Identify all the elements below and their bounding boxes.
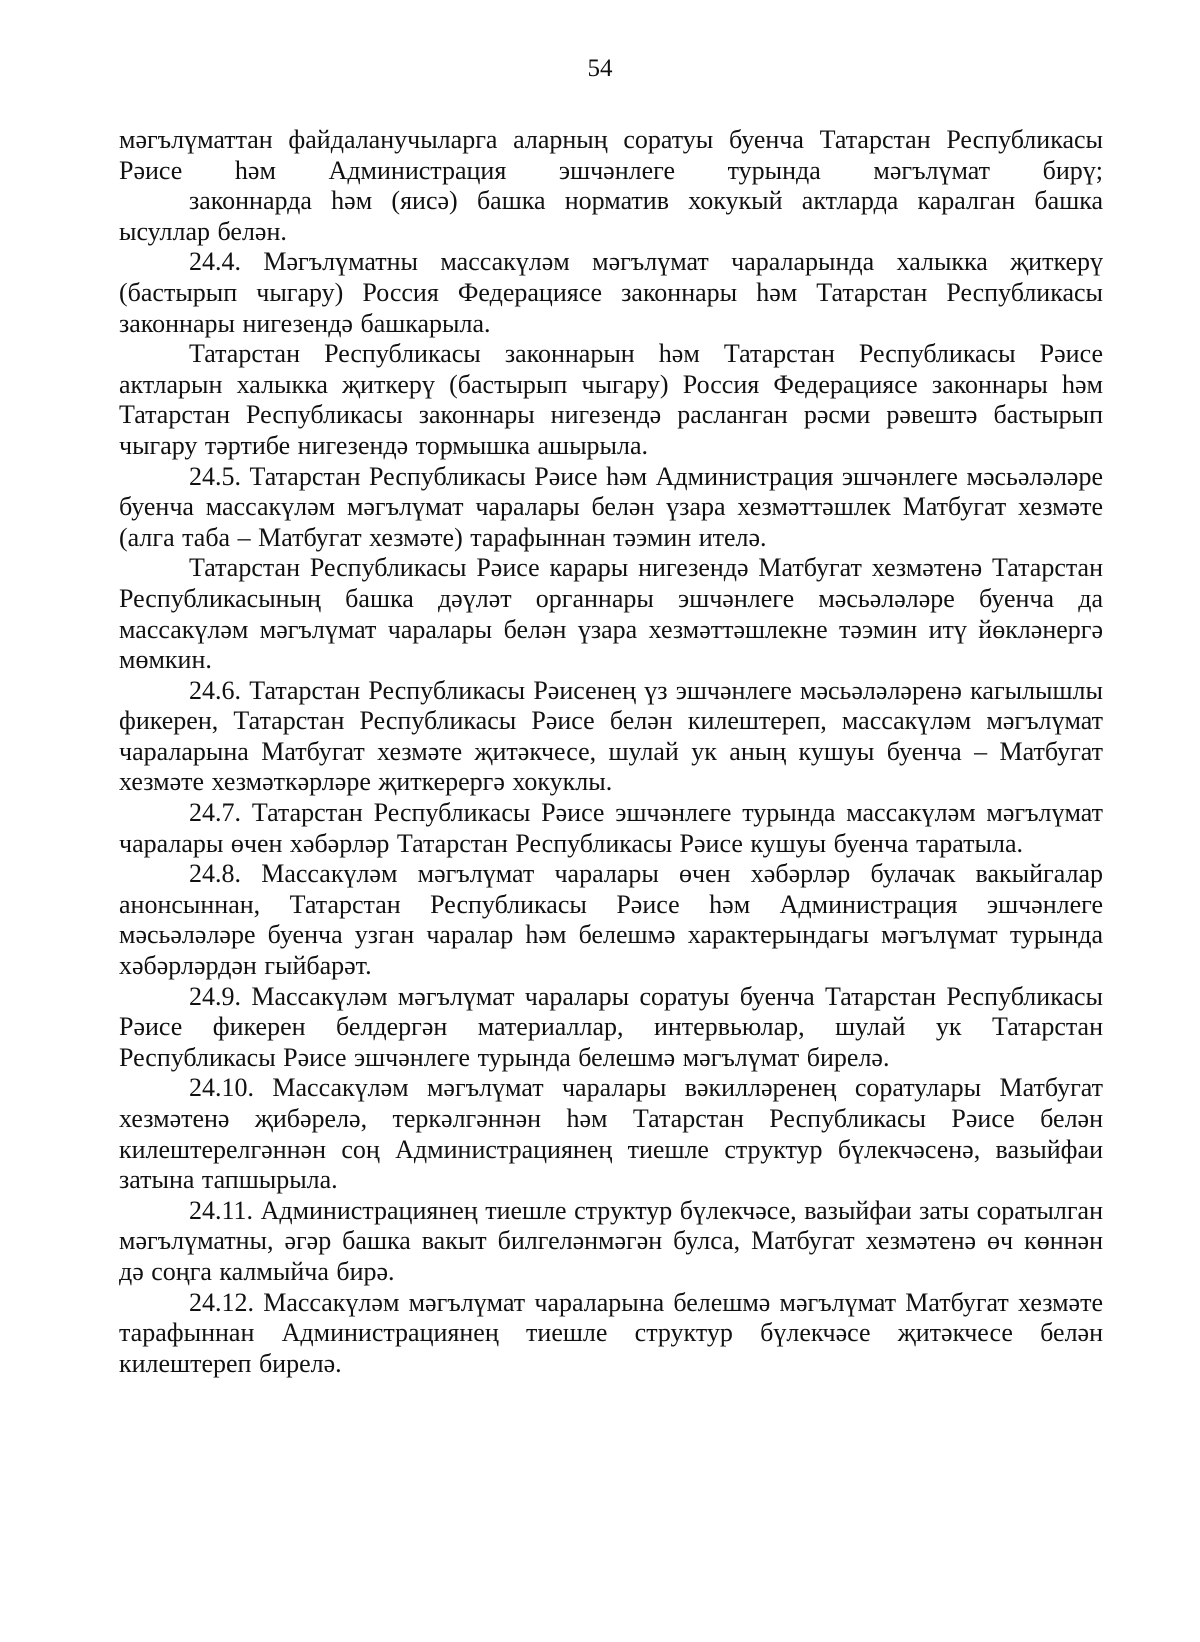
paragraph-24-12: 24.12. Массакүләм мәгълүмат чараларына белешмә мәгълүмат Матбугат хезмәте тарафыннан Администрациянең тиешле структур бүлекчәсе җитәкчесе белән килештереп бирелә.	[119, 1287, 1103, 1378]
paragraph-24-8: 24.8. Массакүләм мәгълүмат чаралары өчен хәбәрләр булачак вакыйгалар анонсыннан, Татарстан Республикасы Рәисе һәм Администрация эшчәнлеге мәсьәләләре буенча узган чаралар һәм белешмә характерындагы мәгълүмат турында хәбәрләрдән гыйбарәт.	[119, 859, 1103, 981]
page-number: 54	[587, 55, 613, 82]
paragraph: Татарстан Республикасы законнарын һәм Татарстан Республикасы Рәисе актларын халыкка җиткерү (бастырып чыгару) Россия Федерациясе законнары һәм Татарстан Республикасы законнары нигезендә расланган рәсми рәвештә бастырып чыгару тәртибе нигезендә тормышка ашырыла.	[119, 339, 1103, 460]
paragraph-continuation: мәгълүматтан файдаланучыларга аларның соратуы буенча Татарстан Республикасы Рәисе һәм Администрация эшчәнлеге турында мәгълүмат бирү;	[119, 125, 1103, 185]
paragraph-24-7: 24.7. Татарстан Республикасы Рәисе эшчәнлеге турында массакүләм мәгълүмат чаралары өчен хәбәрләр Татарстан Республикасы Рәисе кушуы буенча таратыла.	[119, 798, 1103, 858]
paragraph-24-4: 24.4. Мәгълүматны массакүләм мәгълүмат чараларында халыкка җиткерү (бастырып чыгару) Россия Федерациясе законнары һәм Татарстан Республикасы законнары нигезендә башкарыла.	[119, 247, 1103, 338]
paragraph-24-9: 24.9. Массакүләм мәгълүмат чаралары соратуы буенча Татарстан Республикасы Рәисе фикерен белдергән материаллар, интервьюлар, шулай ук Татарстан Республикасы Рәисе эшчәнлеге турында белешмә мәгълүмат бирелә.	[119, 981, 1103, 1072]
paragraph: Татарстан Республикасы Рәисе карары нигезендә Матбугат хезмәтенә Татарстан Республикасының башка дәүләт органнары эшчәнлеге мәсьәләләре буенча да массакүләм мәгълүмат чаралары белән үзара хезмәттәшлекне тәэмин итү йөкләнергә мөмкин.	[119, 553, 1103, 675]
paragraph-24-5: 24.5. Татарстан Республикасы Рәисе һәм Администрация эшчәнлеге мәсьәләләре буенча массакүләм мәгълүмат чаралары белән үзара хезмәттәшлек Матбугат хезмәте (алга таба – Матбугат хезмәте) тарафыннан тәэмин ителә.	[119, 461, 1103, 552]
document-body	[119, 125, 1103, 1379]
paragraph: законнарда һәм (яисә) башка норматив хокукый актларда каралган башка ысуллар белән.	[119, 186, 1103, 246]
paragraph-24-10: 24.10. Массакүләм мәгълүмат чаралары вәкилләренең соратулары Матбугат хезмәтенә җибәрелә, теркәлгәннән һәм Татарстан Республикасы Рәисе белән килештерелгәннән соң Администрациянең тиешле структур бүлекчәсенә, вазыйфаи затына тапшырыла.	[119, 1073, 1103, 1195]
paragraph-24-11: 24.11. Администрациянең тиешле структур бүлекчәсе, вазыйфаи заты соратылган мәгълүматны, әгәр башка вакыт билгеләнмәгән булса, Матбугат хезмәтенә өч көннән дә соңга калмыйча бирә.	[119, 1195, 1103, 1286]
paragraph-24-6: 24.6. Татарстан Республикасы Рәисенең үз эшчәнлеге мәсьәләләренә кагылышлы фикерен, Татарстан Республикасы Рәисе белән килештереп, массакүләм мәгълүмат чараларына Матбугат хезмәте җитәкчесе, шулай ук аның кушуы буенча – Матбугат хезмәте хезмәткәрләре җиткерергә хокуклы.	[119, 675, 1103, 797]
